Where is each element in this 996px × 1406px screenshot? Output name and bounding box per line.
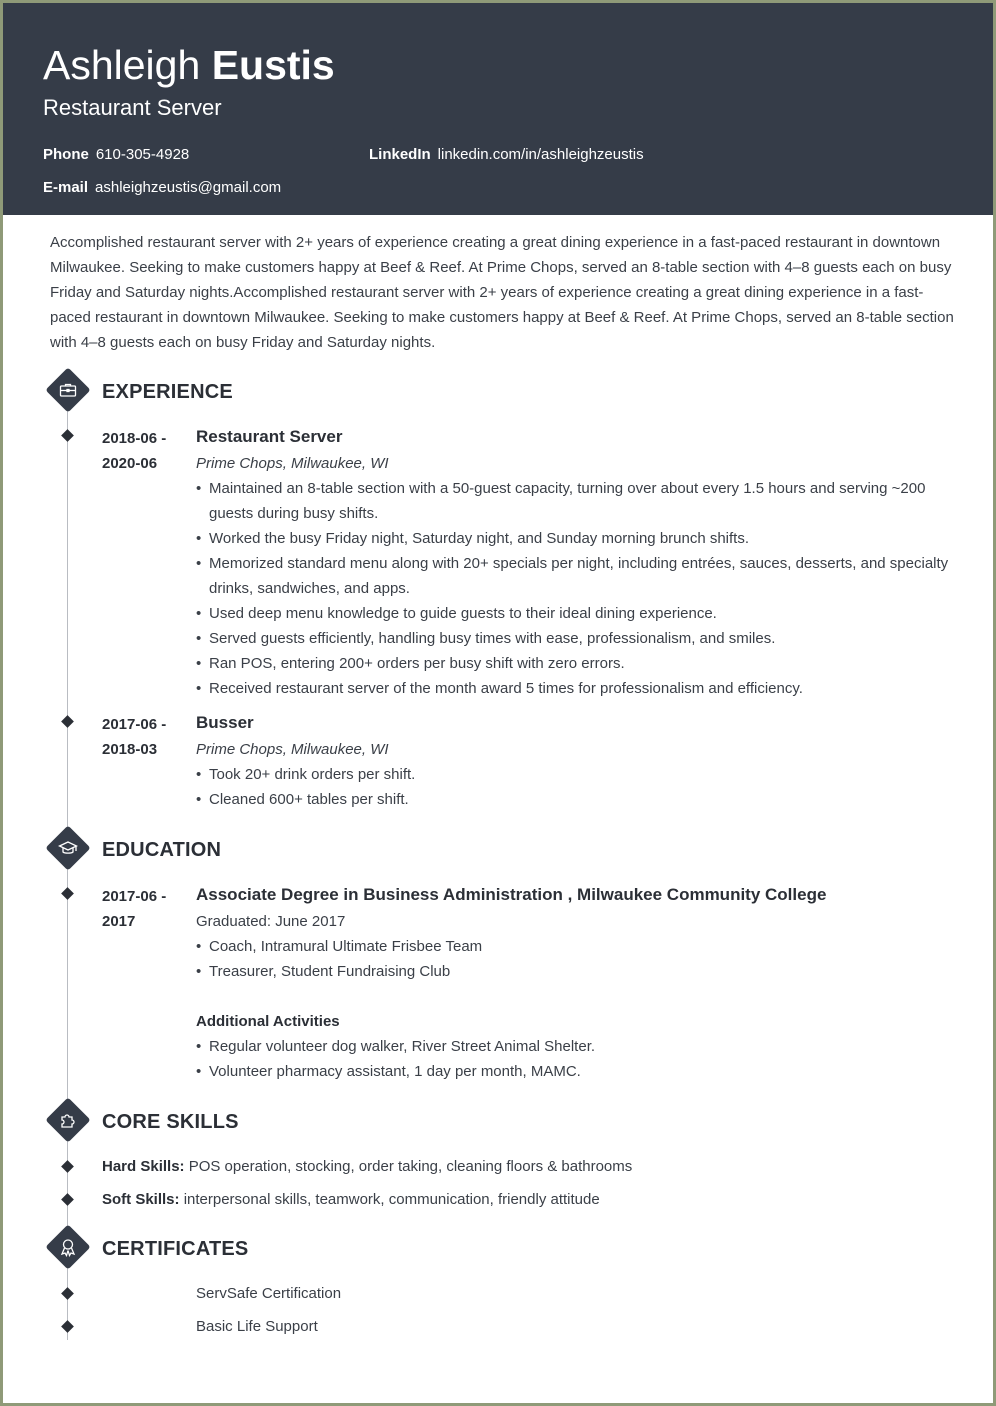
graduation-cap-icon xyxy=(45,825,90,870)
list-item: • Treasurer, Student Fundraising Club xyxy=(196,959,956,984)
list-item: • Maintained an 8-table section with a 50-guest capacity, turning over about every 1.5 hours and serving ~200 guests during busy shifts. xyxy=(196,476,956,526)
job-date: 2017-06 - 2018-03 xyxy=(102,716,167,758)
list-item: • Coach, Intramural Ultimate Frisbee Team xyxy=(196,934,956,959)
job-bullets xyxy=(196,762,956,812)
job-title: Restaurant Server xyxy=(196,427,343,446)
puzzle-icon xyxy=(45,1097,90,1142)
award-ribbon-icon xyxy=(45,1224,90,1269)
timeline-dot xyxy=(61,429,74,442)
job-entry xyxy=(196,711,956,812)
timeline-dot xyxy=(61,887,74,900)
resume-header xyxy=(3,3,993,215)
briefcase-icon xyxy=(45,367,90,412)
additional-activities-heading: Additional Activities xyxy=(196,1013,340,1030)
education-entry xyxy=(196,883,956,1084)
list-item: • Regular volunteer dog walker, River Street Animal Shelter. xyxy=(196,1034,956,1059)
job-entry xyxy=(196,425,956,701)
timeline-dot xyxy=(61,1193,74,1206)
graduation-date: Graduated: June 2017 xyxy=(196,913,346,930)
email-contact xyxy=(43,178,281,198)
linkedin-label: LinkedIn xyxy=(369,146,431,163)
core-skills-heading: CORE SKILLS xyxy=(102,1111,239,1133)
linkedin-link[interactable]: linkedin.com/in/ashleighzeustis xyxy=(437,146,644,163)
phone-value: 610-305-4928 xyxy=(95,146,190,163)
job-company: Prime Chops, Milwaukee, WI xyxy=(196,741,389,758)
job-bullets xyxy=(196,476,956,701)
education-bullets xyxy=(196,934,956,984)
list-item: • Used deep menu knowledge to guide guests to their ideal dining experience. xyxy=(196,601,956,626)
email-label: E-mail xyxy=(43,179,89,196)
phone-label: Phone xyxy=(43,146,89,163)
certificate-item: Basic Life Support xyxy=(196,1318,318,1335)
list-item: • Memorized standard menu along with 20+ specials per night, including entrées, sauces, desserts, and specialty drinks, sandwiches, and apps. xyxy=(196,551,956,601)
degree-title: Associate Degree in Business Administration , Milwaukee Community College xyxy=(196,885,827,904)
list-item: • Volunteer pharmacy assistant, 1 day per month, MAMC. xyxy=(196,1059,956,1084)
list-item: • Worked the busy Friday night, Saturday night, and Sunday morning brunch shifts. xyxy=(196,526,956,551)
list-item: • Ran POS, entering 200+ orders per busy shift with zero errors. xyxy=(196,651,956,676)
linkedin-contact xyxy=(369,145,644,165)
hard-skills: Hard Skills: POS operation, stocking, order taking, cleaning floors & bathrooms xyxy=(102,1158,633,1175)
email-link[interactable]: ashleighzeustis@gmail.com xyxy=(95,179,282,196)
certificate-item: ServSafe Certification xyxy=(196,1285,342,1302)
experience-heading: EXPERIENCE xyxy=(102,381,233,403)
list-item: • Received restaurant server of the month award 5 times for professionalism and efficiency. xyxy=(196,676,956,701)
timeline-dot xyxy=(61,1287,74,1300)
list-item: • Served guests efficiently, handling busy times with ease, professionalism, and smiles. xyxy=(196,626,956,651)
candidate-title: Restaurant Server xyxy=(43,95,222,120)
timeline-dot xyxy=(61,715,74,728)
list-item: • Cleaned 600+ tables per shift. xyxy=(196,787,956,812)
job-date: 2018-06 - 2020-06 xyxy=(102,430,167,472)
education-heading: EDUCATION xyxy=(102,839,222,861)
phone-contact xyxy=(43,145,189,165)
list-item: • Took 20+ drink orders per shift. xyxy=(196,762,956,787)
timeline-dot xyxy=(61,1320,74,1333)
summary-paragraph: Accomplished restaurant server with 2+ years of experience creating a great dining experience in a fast-paced restaurant in downtown Milwaukee. Seeking to make customers happy at Beef & Reef. At Prime Chops, served an 8-table section with 4–8 guests each on busy Friday and Saturday nights.Accomplished restaurant server with 2+ years of experience creating a great dining experience in a fast-paced restaurant in downtown Milwaukee. Seeking to make customers happy at Beef & Reef. At Prime Chops, served an 8-table section with 4–8 guests each on busy Friday and Saturday nights. xyxy=(50,234,954,351)
candidate-name: Ashleigh Eustis xyxy=(43,42,335,88)
job-title: Busser xyxy=(196,713,254,732)
certificates-heading: CERTIFICATES xyxy=(102,1238,249,1260)
soft-skills: Soft Skills: interpersonal skills, teamwork, communication, friendly attitude xyxy=(102,1191,600,1208)
job-company: Prime Chops, Milwaukee, WI xyxy=(196,455,389,472)
education-date: 2017-06 - 2017 xyxy=(102,888,167,930)
additional-activities-list xyxy=(196,1034,956,1084)
timeline-dot xyxy=(61,1160,74,1173)
